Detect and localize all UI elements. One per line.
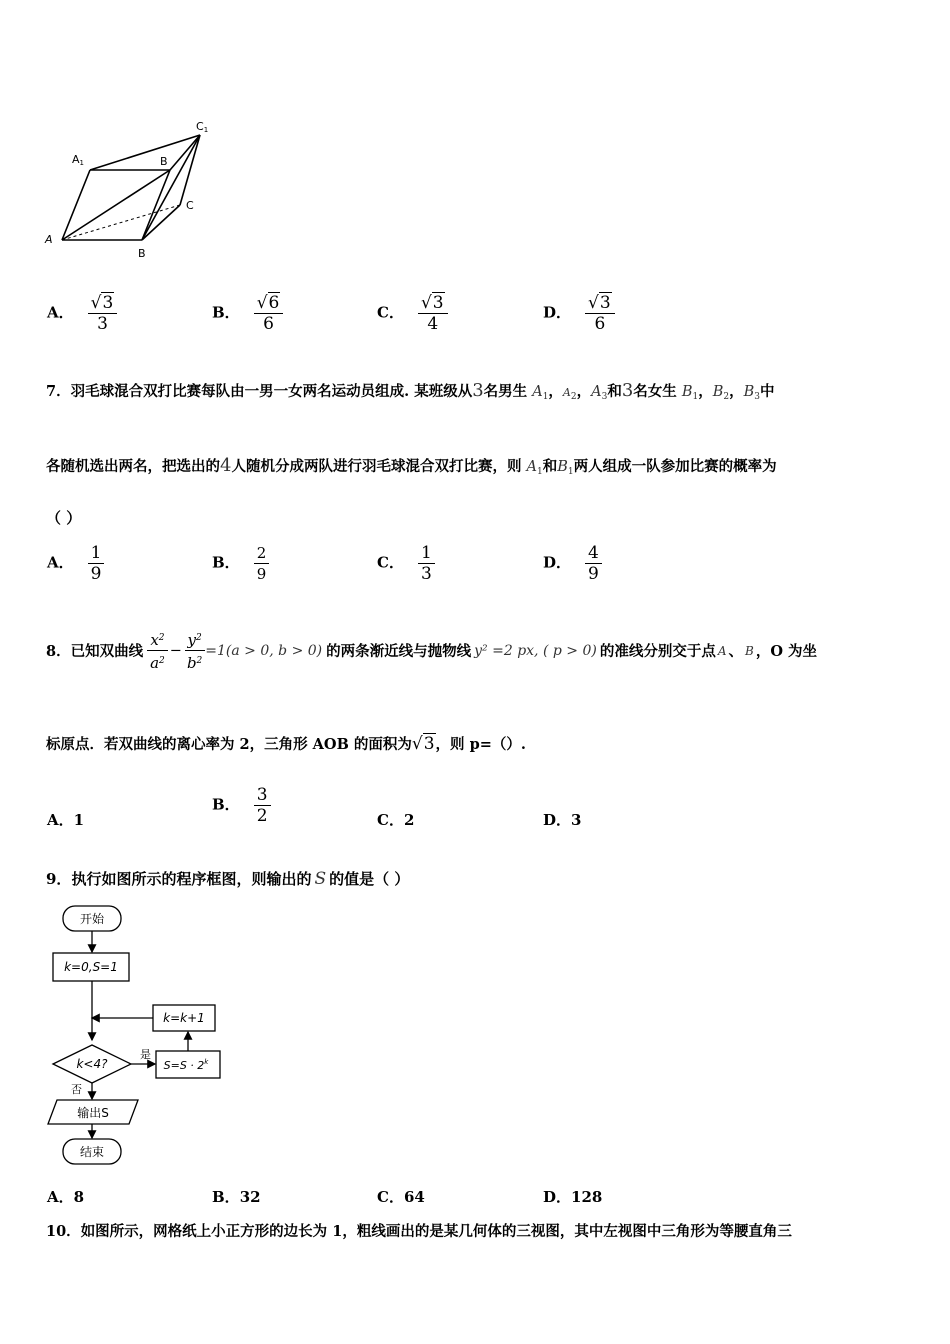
q8-option-d[interactable]: D．3 [543,811,582,829]
label-b: B [138,247,146,260]
q6-option-a[interactable]: A． $\frac{√3}{3}$ [47,293,117,334]
edge-b-b1 [142,170,170,240]
parabola-equation: y² =2 px, ( p > 0) [474,642,597,659]
svg-text:否: 否 [71,1083,82,1096]
q6-option-c[interactable]: C． $\frac{√3}{4}$ [377,293,448,334]
q8-option-a[interactable]: A．1 [47,811,85,829]
q7-option-a[interactable]: A． $\frac{1}{9}$ [47,543,104,584]
label-c1: C1 [196,120,209,134]
svg-text:输出S: 输出S [77,1106,109,1120]
q9-question: 9．执行如图所示的程序框图，则输出的 S 的值是（ ） [46,869,410,889]
q9-option-c[interactable]: C．64 [377,1188,425,1206]
q9-option-d[interactable]: D．128 [543,1188,603,1206]
label-b1: B [160,155,168,168]
svg-text:k<4?: k<4? [76,1057,108,1071]
svg-text:k=0,S=1: k=0,S=1 [64,960,118,974]
prism-figure [40,115,230,265]
svg-text:S=S · 2k: $S=S \cdot 2^k$ [163,1058,209,1072]
q7-line1: 7．羽毛球混合双打比赛每队由一男一女两名运动员组成. 某班级从3名男生 $A_1$，$A_2$，$A_3$和3名女生 $B_1$，$B_2$，$B_3$中 [46,380,775,402]
q8-line2: 标原点．若双曲线的离心率为 2，三角形 AOB 的面积为√3，则 p=（）. [46,734,526,754]
svg-text:开始: 开始 [79,912,105,926]
dashed-a-c [62,205,180,240]
q10-question: 10．如图所示，网格纸上小正方形的边长为 1，粗线画出的是某几何体的三视图，其中左视图中三角形为等腰直角三 [46,1223,792,1240]
q7-answer-bracket: （ ） [46,509,82,527]
q7-line2: 各随机选出两名，把选出的4人随机分成两队进行羽毛球混合双打比赛，则 $A_1$和$B_1$两人组成一队参加比赛的概率为 [46,455,777,477]
q6-option-d[interactable]: D． $\frac{√3}{6}$ [543,293,615,334]
svg-text:是: 是 [140,1048,151,1061]
svg-text:结束: 结束 [79,1145,105,1159]
q9-option-b[interactable]: B．32 [212,1188,261,1206]
q6-option-b[interactable]: B． $\frac{√6}{6}$ [212,293,283,334]
q7-option-b[interactable]: B． $\frac{2}{9}$ [212,543,269,584]
flowchart [45,900,230,1175]
hyperbola-equation: $\frac{x^2}{a^2}$ − $\frac{y^2}{b^2}$ =1(a > 0, b > 0) [147,628,322,673]
svg-text:k=k+1: k=k+1 [163,1011,205,1025]
q8-option-b[interactable]: B． $\frac{3}{2}$ [212,785,271,826]
label-a1: A1 [72,153,84,167]
q8-line1: 8． 已知双曲线 $\frac{x^2}{a^2}$ − $\frac{y^2}{b^2}$ =1(a > 0, b > 0) 的两条渐近线与抛物线 y² =2 px, ( p > 0) 的准线分别交于点 A 、 B ，O 为坐 [46,628,817,673]
label-a: A [45,233,53,246]
q7-option-c[interactable]: C． $\frac{1}{3}$ [377,543,435,584]
edge-a-a1 [62,170,90,240]
label-c: C [186,199,194,212]
q7-option-d[interactable]: D． $\frac{4}{9}$ [543,543,602,584]
q8-option-c[interactable]: C．2 [377,811,415,829]
q9-option-a[interactable]: A．8 [47,1188,85,1206]
